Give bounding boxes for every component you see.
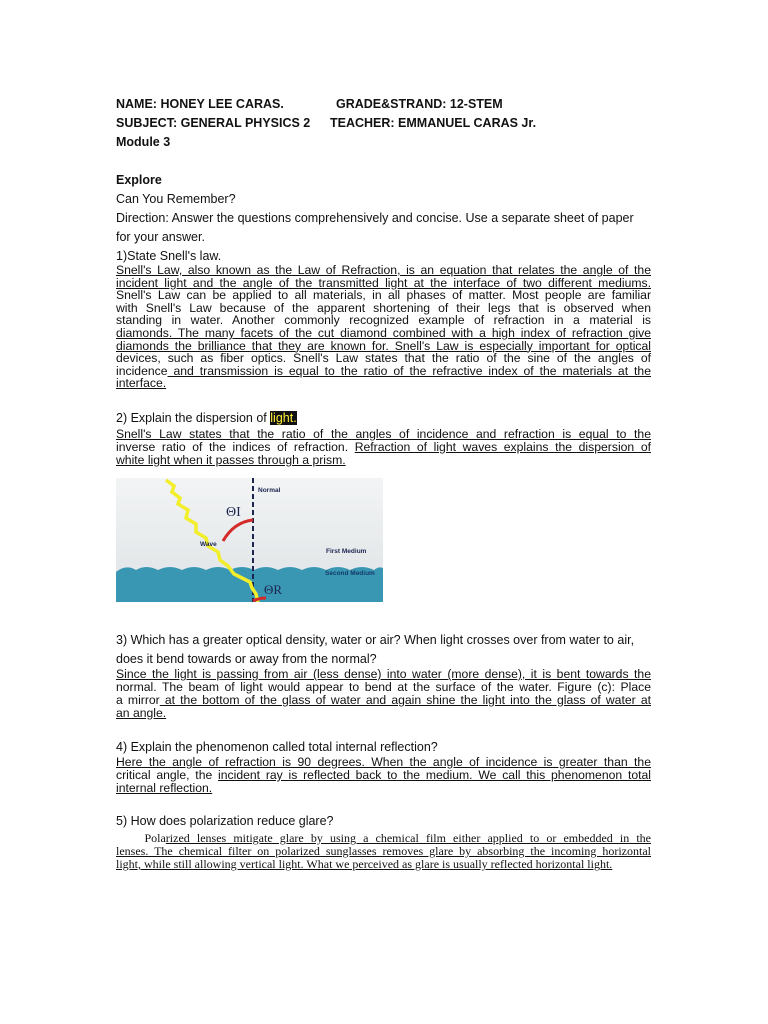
answer-text: incidence xyxy=(116,363,168,378)
answer-text: normal. The beam of light would appear to bend at the surface of the water. Figure (c): Place xyxy=(116,680,651,694)
normal-label: Normal xyxy=(258,487,281,494)
underlined-text: incident light and the angle of the transmitted light at the interface of two different mediums. xyxy=(116,275,651,290)
module-label: Module 3 xyxy=(116,135,171,149)
answer-line xyxy=(116,858,651,871)
student-name: NAME: HONEY LEE CARAS. xyxy=(116,97,284,111)
underlined-text: and transmission is equal to the ratio of the refractive index of the materials at the xyxy=(167,363,651,378)
underlined-text: Snell's Law states that the ratio of the angles of incidence and refraction is equal to the xyxy=(116,427,651,441)
answer-text: Pola xyxy=(116,831,166,845)
answer-line xyxy=(116,782,651,795)
second-medium-label: Second Medium xyxy=(325,570,375,577)
underlined-text: diamonds the brilliance that they are known for. Snell's Law is especially important for optical xyxy=(116,338,651,353)
underlined-text: rized lenses mitigate glare by using a chemical film either applied to or embedded in the xyxy=(165,831,651,845)
answer-text: Snell's Law can be applied to all materials, in all phases of matter. Most people are familiar xyxy=(116,288,651,303)
answer-text: inverse ratio of the indices of refraction. xyxy=(116,440,355,454)
underlined-text: diamonds. The many facets of the cut diamond combined with a high index of refraction give xyxy=(116,326,651,340)
underlined-text: Here the angle of refraction is 90 degrees. When the angle of incidence is greater than the xyxy=(116,755,651,769)
direction-line: for your answer. xyxy=(116,230,205,244)
underlined-text: white light when it passes through a prism. xyxy=(116,453,346,467)
question-5: 5) How does polarization reduce glare? xyxy=(116,814,334,828)
answer-line xyxy=(116,454,651,467)
wave-label: Wave xyxy=(200,541,217,548)
grade-strand: GRADE&STRAND: 12-STEM xyxy=(336,97,503,111)
section-subtitle: Can You Remember? xyxy=(116,192,236,206)
theta-r-label: ΘR xyxy=(264,582,283,597)
direction-line: Direction: Answer the questions comprehensively and concise. Use a separate sheet of paper xyxy=(116,211,634,225)
underlined-text: Snell's Law, also known as the Law of Refraction, is an equation that relates the angle of the xyxy=(116,263,651,277)
answer-line xyxy=(116,365,651,378)
question-4: 4) Explain the phenomenon called total internal reflection? xyxy=(116,740,438,754)
underlined-text: lenses. The chemical filter on polarized sunglasses removes glare by absorbing the incoming horizontal xyxy=(116,844,651,858)
teacher: TEACHER: EMMANUEL CARAS Jr. xyxy=(330,116,537,130)
underlined-text: an angle. xyxy=(116,706,167,720)
answer-text: a mirror xyxy=(116,693,160,707)
question-3-line: 3) Which has a greater optical density, water or air? When light crosses over from water to air, xyxy=(116,633,635,647)
underlined-text: Since the light is passing from air (less dense) into water (more dense), it is bent towards the xyxy=(116,667,651,681)
theta-i-label: ΘI xyxy=(226,505,241,520)
answer-text: standing in water. Another commonly recognized example of refraction in a material is xyxy=(116,313,651,328)
question-1: 1)State Snell's law. xyxy=(116,249,222,263)
answer-text: devices, such as fiber optics. Snell's Law states that the ratio of the sine of the angles of xyxy=(116,351,651,366)
underlined-text: incident ray is reflected back to the medium. We call this phenomenon total xyxy=(218,768,651,782)
underlined-text: interface. xyxy=(116,376,167,391)
answer-line xyxy=(116,707,651,720)
answer-line xyxy=(116,694,651,707)
underlined-text: at the bottom of the glass of water and again shine the light into the glass of water at xyxy=(159,693,651,707)
underlined-text: internal reflection. xyxy=(116,781,213,795)
question-2 xyxy=(116,411,297,425)
answer-text: critical angle, the xyxy=(116,768,219,782)
question-3-line: does it bend towards or away from the normal? xyxy=(116,652,377,666)
underlined-text: Refraction of light waves explains the dispersion of xyxy=(354,440,651,454)
subject: SUBJECT: GENERAL PHYSICS 2 xyxy=(116,116,311,130)
answer-text: with Snell's Law because of the apparent shortening of their legs that is observed when xyxy=(116,300,651,315)
question-2-text: 2) Explain the dispersion of xyxy=(116,411,271,425)
first-medium-label: First Medium xyxy=(326,548,367,555)
section-title: Explore xyxy=(116,173,162,187)
underlined-text: light, while still allowing vertical light. What we perceived as glare is usually reflected horizontal light. xyxy=(116,857,613,871)
refraction-diagram xyxy=(116,478,383,602)
answer-line xyxy=(116,377,651,390)
highlighted-word: light. xyxy=(270,411,297,425)
